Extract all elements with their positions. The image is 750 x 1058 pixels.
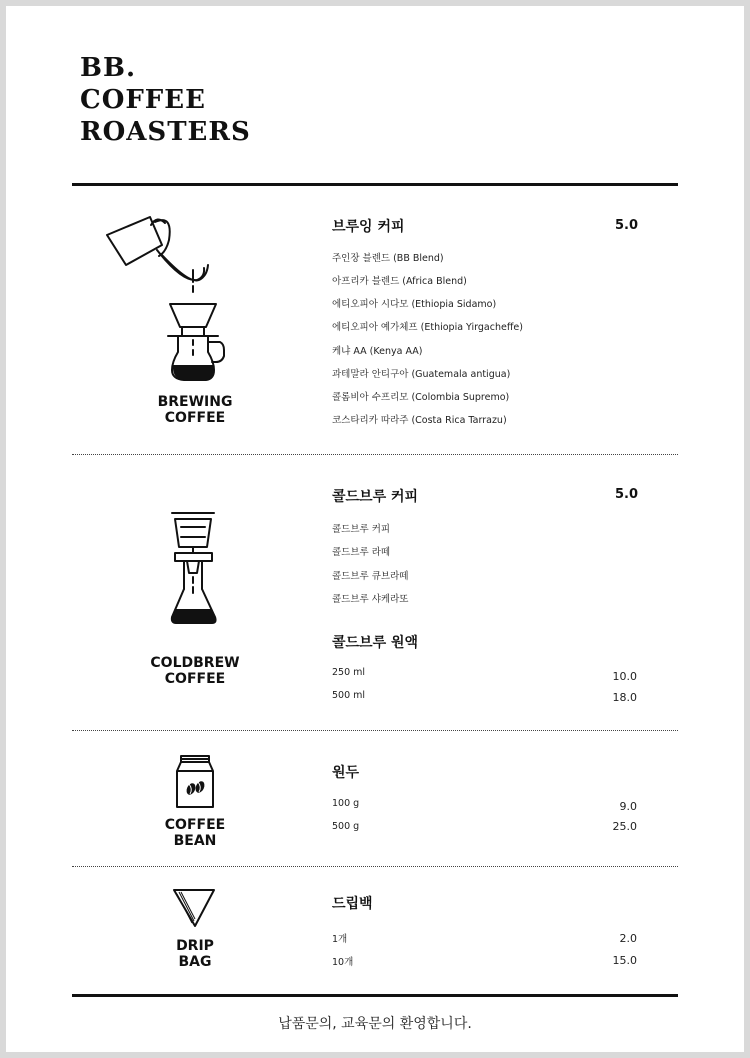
coldbrew-label-line-2: COFFEE	[164, 671, 226, 687]
brewing-coffee-label	[110, 394, 280, 426]
dripbag-label-line-2: BAG	[178, 954, 212, 970]
dripbag-title: 드립백	[332, 896, 373, 912]
brand-line-2: COFFEE	[80, 85, 206, 115]
coldbrew-item: 콜드브루 샤케라또	[332, 594, 409, 605]
brand-logo	[80, 52, 251, 148]
bottom-divider	[72, 994, 678, 997]
brewing-item: 주인장 블렌드 (BB Blend)	[332, 253, 444, 264]
bean-label-line-2: BEAN	[173, 833, 217, 849]
coldbrew-label-line-1: COLDBREW	[150, 655, 240, 671]
coldbrew-extract-title: 콜드브루 원액	[332, 635, 419, 651]
coldbrew-item: 콜드브루 큐브라떼	[332, 571, 409, 582]
coffee-bean-label	[110, 817, 280, 849]
brewing-item: 코스타리카 따라주 (Costa Rica Tarrazu)	[332, 415, 507, 426]
brand-line-3: ROASTERS	[80, 117, 251, 147]
dripbag-price: 2.0	[619, 932, 637, 945]
brewing-item: 에티오피아 시다모 (Ethiopia Sidamo)	[332, 299, 497, 310]
footer-note: 납품문의, 교육문의 환영합니다.	[278, 1016, 472, 1032]
coldbrew-extract-price: 18.0	[612, 691, 637, 704]
coldbrew-extract-price: 10.0	[612, 670, 637, 683]
coldbrew-item: 콜드브루 라떼	[332, 547, 391, 558]
brewing-item: 에티오피아 예가체프 (Ethiopia Yirgacheffe)	[332, 322, 523, 333]
bean-item: 500 g	[332, 821, 360, 832]
pour-over-kettle-icon	[100, 212, 240, 387]
brand-line-1: BB.	[80, 53, 137, 83]
bean-title: 원두	[332, 765, 360, 781]
coldbrew-extract-item: 500 ml	[332, 690, 366, 701]
section-divider	[72, 454, 678, 455]
bean-label-line-1: COFFEE	[164, 817, 226, 833]
coldbrew-item: 콜드브루 커피	[332, 524, 391, 535]
brewing-price: 5.0	[614, 218, 638, 233]
section-divider	[72, 730, 678, 731]
dripbag-label-line-1: DRIP	[176, 938, 214, 954]
coldbrew-price: 5.0	[614, 487, 638, 502]
brewing-label-line-2: COFFEE	[164, 410, 226, 426]
bean-price: 25.0	[612, 820, 637, 833]
coffee-bean-bag-icon	[174, 753, 218, 809]
coldbrew-coffee-label	[110, 655, 280, 687]
coldbrew-title: 콜드브루 커피	[332, 489, 419, 505]
dripbag-price: 15.0	[612, 954, 637, 967]
brewing-label-line-1: BREWING	[157, 394, 233, 410]
dripbag-item: 1개	[332, 934, 348, 945]
section-divider	[72, 866, 678, 867]
dripbag-item: 10개	[332, 957, 354, 968]
brewing-item: 케냐 AA (Kenya AA)	[332, 346, 423, 357]
cold-brew-tower-icon	[168, 509, 224, 629]
brewing-title: 브루잉 커피	[332, 219, 405, 235]
drip-bag-label	[110, 938, 280, 970]
top-divider	[72, 183, 678, 186]
coldbrew-extract-item: 250 ml	[332, 667, 366, 678]
brewing-item: 과테말라 안티구아 (Guatemala antigua)	[332, 369, 511, 380]
brewing-item: 아프리카 블렌드 (Africa Blend)	[332, 276, 467, 287]
brewing-item: 콜롬비아 수프리모 (Colombia Supremo)	[332, 392, 510, 403]
drip-bag-filter-icon	[172, 887, 218, 929]
bean-price: 9.0	[619, 800, 637, 813]
bean-item: 100 g	[332, 798, 360, 809]
